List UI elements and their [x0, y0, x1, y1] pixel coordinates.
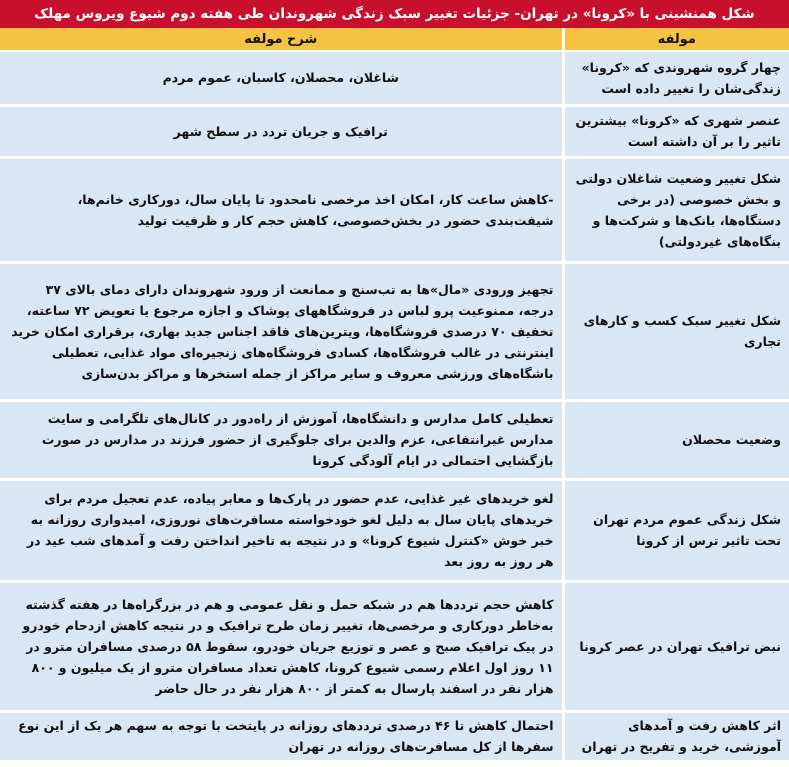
table-row [0, 479, 789, 581]
row-component: شکل تغییر سبک کسب و کارهای تجاری [563, 262, 789, 400]
row-component: وضعیت محصلان [563, 400, 789, 479]
row-description: لغو خریدهای غیر غذایی، عدم حضور در پارک‌ها و معابر پیاده، عدم تعجیل مردم برای خریدهای پایان سال به دلیل لغو خودخواسته مسافرت‌های نوروزی، امیدواری روزانه به خبر خوش «کنترل شیوع کرونا» و در نتیجه به تاخیر انداختن رفت و آمدهای شب عید در هر روز به روز بعد [0, 479, 563, 581]
table-row [0, 262, 789, 400]
table-row [0, 157, 789, 262]
row-component: شکل زندگی عموم مردم تهران تحت تاثیر ترس از کرونا [563, 479, 789, 581]
row-component: اثر کاهش رفت و آمدهای آموزشی، خرید و تفریح در تهران [563, 711, 789, 761]
header-row [0, 28, 789, 51]
row-description: شاغلان، محصلان، کاسبان، عموم مردم [0, 51, 563, 105]
row-component: نبض ترافیک تهران در عصر کرونا [563, 581, 789, 711]
table-row [0, 51, 789, 105]
row-description: کاهش حجم ترددها هم در شبکه حمل و نقل عمومی و هم در بزرگراه‌ها در هفته گذشته به‌خاطر دورکاری و مرخصی‌ها، تغییر زمان طرح ترافیک و در نتیجه کاهش ازدحام خودرو در پیک ترافیک صبح و عصر و توزیع جریان خودرو، سقوط ۵۸ درصدی مسافران مترو در ۱۱ روز اول اعلام رسمی شیوع کرونا، کاهش تعداد مسافران مترو از یک میلیون و ۸۰۰ هزار نفر در اسفند پارسال به کمتر از ۸۰۰ هزار نفر در حال حاضر [0, 581, 563, 711]
header-description: شرح مولفه [0, 28, 563, 51]
header-component: مولفه [563, 28, 789, 51]
lifestyle-change-table [0, 28, 789, 763]
row-description: -کاهش ساعت کار، امکان اخذ مرخصی نامحدود تا پایان سال، دورکاری خانم‌ها، شیفت‌بندی حضور در بخش‌خصوصی، کاهش حجم کار و ظرفیت تولید [0, 157, 563, 262]
table-row [0, 711, 789, 761]
row-description: تجهیز ورودی «مال»ها به تب‌سنج و ممانعت از ورود شهروندان دارای دمای بالای ۳۷ درجه، ممنوعیت پرو لباس در فروشگاههای پوشاک و اجازه مرجوع یا تعویض ۷۲ ساعته، تخفیف ۷۰ درصدی فروشگاه‌ها، ویترین‌های فاقد اجناس جدید بهاری، برقراری امکان خرید اینترنتی در غالب فروشگاه‌ها، کسادی فروشگاه‌های زنجیره‌ای مواد غذایی، تعطیلی باشگاه‌های ورزشی معروف و سایر مراکز از جمله استخرها و مراکز بدن‌سازی [0, 262, 563, 400]
row-component: عنصر شهری که «کرونا» بیشترین تاثیر را بر آن داشته است [563, 105, 789, 157]
table-title: شکل همنشینی با «کرونا» در تهران- جزئیات تغییر سبک زندگی شهروندان طی هفته دوم شیوع ویروس مهلک [0, 0, 789, 28]
row-description: ترافیک و جریان تردد در سطح شهر [0, 105, 563, 157]
table-row [0, 581, 789, 711]
row-component: شکل تغییر وضعیت شاغلان دولتی و بخش خصوصی (در برخی دستگاه‌ها، بانک‌ها و شرکت‌ها و بنگاه‌های غیردولتی) [563, 157, 789, 262]
row-description: احتمال کاهش تا ۴۶ درصدی ترددهای روزانه در پایتخت با توجه به سهم هر یک از این نوع سفرها از کل مسافرت‌های روزانه در تهران [0, 711, 563, 761]
row-description: تعطیلی کامل مدارس و دانشگاه‌ها، آموزش از راه‌دور در کانال‌های تلگرامی و سایت مدارس غیرانتفاعی، عزم والدین برای جلوگیری از حضور فرزند در مدارس در صورت بازگشایی احتمالی در ایام آلودگی کرونا [0, 400, 563, 479]
table-row [0, 105, 789, 157]
row-component: چهار گروه شهروندی که «کرونا» زندگی‌شان را تغییر داده است [563, 51, 789, 105]
table-row [0, 400, 789, 479]
